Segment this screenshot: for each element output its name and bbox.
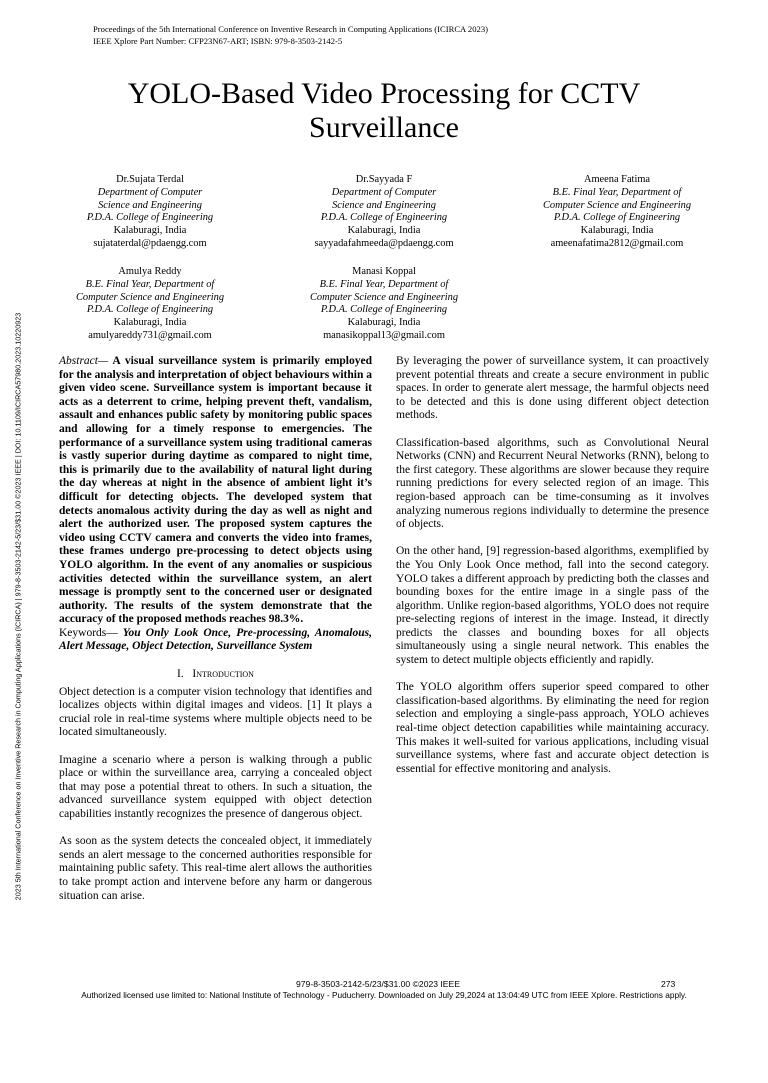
author-affiliation: Science and Engineering bbox=[98, 199, 202, 211]
author-city: Kalaburagi, India bbox=[580, 225, 654, 237]
body-paragraph: On the other hand, [9] regression-based algorithms, exemplified by the You Only Look Once method, fall into the second category. YOLO takes a different approach by predicting both the classes and bounding boxes for the entire image in a single pass of the algorithm. Unlike region-based algorithms, YOLO does not require pre-selecting regions of interest in the image. Instead, it directly predicts the classes and bounding boxes for all objects simultaneously using a single neural network. This enables the system to detect multiple objects efficiently and rapidly. bbox=[396, 545, 709, 667]
author-affiliation: B.E. Final Year, Department of bbox=[552, 186, 682, 198]
right-column bbox=[396, 355, 709, 776]
section-number: I. bbox=[177, 668, 184, 681]
author-email: amulyareddy731@gmail.com bbox=[88, 329, 212, 341]
author-block bbox=[284, 174, 484, 251]
keywords-label: Keywords— bbox=[59, 626, 118, 639]
keywords bbox=[59, 627, 372, 654]
author-affiliation: P.D.A. College of Engineering bbox=[553, 212, 681, 224]
left-column bbox=[59, 355, 372, 903]
author-affiliation: Computer Science and Engineering bbox=[542, 199, 692, 211]
author-email: sujataterdal@pdaengg.com bbox=[93, 237, 207, 249]
author-affiliation: P.D.A. College of Engineering bbox=[320, 212, 448, 224]
author-email: ameenafatima2812@gmail.com bbox=[550, 237, 684, 249]
author-name: Amulya Reddy bbox=[118, 266, 182, 277]
conference-header bbox=[93, 23, 488, 47]
page-number: 273 bbox=[661, 979, 676, 989]
section-heading bbox=[59, 668, 372, 682]
author-city: Kalaburagi, India bbox=[113, 225, 187, 237]
author-affiliation: Department of Computer bbox=[331, 186, 437, 198]
author-affiliation: Department of Computer bbox=[97, 186, 203, 198]
author-name: Manasi Koppal bbox=[352, 266, 416, 277]
author-email: manasikoppal13@gmail.com bbox=[323, 329, 445, 341]
author-email: sayyadafahmeeda@pdaengg.com bbox=[314, 237, 454, 249]
authorized-use-notice: Authorized licensed use limited to: National Institute of Technology - Puducherry. Downloaded on July 29,2024 at 13:04:49 UTC from IEEE Xplore. Restrictions apply. bbox=[81, 990, 687, 1000]
body-paragraph: The YOLO algorithm offers superior speed compared to other classification-based algorithms. By eliminating the need for region selection and employing a single-pass approach, YOLO achieves real-time object detection capabilities while maintaining accuracy. This makes it well-suited for various applications, including visual surveillance systems, where fast and accurate object detection is essential for effective monitoring and analysis. bbox=[396, 681, 709, 775]
author-affiliation: P.D.A. College of Engineering bbox=[86, 212, 214, 224]
footer-copyright: 979-8-3503-2142-5/23/$31.00 ©2023 IEEE bbox=[296, 979, 461, 989]
author-block bbox=[512, 174, 722, 251]
paper-title bbox=[0, 77, 768, 145]
author-city: Kalaburagi, India bbox=[113, 317, 187, 329]
abstract-text: A visual surveillance system is primarily employed for the analysis and interpretation of object behaviours within a given video scene. Surveillance system is important because it acts as a deterrent to crime, helping prevent theft, vandalism, assault and enhances public safety by monitoring public spaces and allowing for a timely response to emergencies. The performance of a surveillance system using traditional cameras is vastly superior during daytime as compared to night time, this is primarily due to the availability of natural light during the day whereas at night in the absence of ambient light it’s difficult for detecting objects. The developed system that detects anomalous activity during the day as well as night and alert the authorized user. The proposed system captures the video using CCTV camera and converts the video into frames, these frames undergo pre-processing to detect objects using YOLO algorithm. In the event of any anomalies or suspicious activities detected within the surveillance system, an alert message is promptly sent to the concerned user or designated authority. The results of the system demonstrate that the accuracy of the proposed methods reaches 98.3%. bbox=[59, 355, 372, 626]
body-paragraph: Object detection is a computer vision technology that identifies and localizes objects within digital images and videos. [1] It plays a crucial role in real-time systems where multiple objects need to be located simultaneously. bbox=[59, 685, 372, 739]
header-line-proceedings: Proceedings of the 5th International Conference on Inventive Research in Computing Applications (ICIRCA 2023) bbox=[93, 24, 488, 34]
author-affiliation: B.E. Final Year, Department of bbox=[85, 278, 215, 290]
title-line-1: YOLO-Based Video Processing for CCTV bbox=[127, 77, 641, 110]
author-block bbox=[50, 266, 250, 343]
body-paragraph: As soon as the system detects the concealed object, it immediately sends an alert message to the concerned authorities responsible for maintaining public safety. This real-time alert allows the authorities to take prompt action and intervene before any harm or dangerous situation can arise. bbox=[59, 835, 372, 902]
title-line-2: Surveillance bbox=[309, 111, 459, 144]
author-block bbox=[284, 266, 484, 343]
author-name: Dr.Sujata Terdal bbox=[116, 174, 184, 185]
abstract-label: Abstract— bbox=[59, 355, 109, 367]
author-name: Ameena Fatima bbox=[583, 174, 651, 185]
body-paragraph: By leveraging the power of surveillance system, it can proactively prevent potential threats and create a secure environment in public spaces. In order to generate alert message, the harmful objects need to be detected and this is done using different object detection methods. bbox=[396, 355, 709, 422]
author-name: Dr.Sayyada F bbox=[355, 174, 413, 185]
body-paragraph: Imagine a scenario where a person is walking through a public place or within the surveillance area, carrying a concealed object that may pose a potential threat to others. In such a situation, the advanced surveillance system equipped with object detection capabilities instantly recognizes the presence of dangerous object. bbox=[59, 753, 372, 820]
doi-sidebar: 2023 5th International Conference on Inventive Research in Computing Applications (ICIRCA) | 979-8-3503-2142-5/23/$31.00 ©2023 IEEE | DOI: 10.1109/ICIRCA57980.2023.10220923 bbox=[13, 312, 23, 901]
author-block bbox=[50, 174, 250, 251]
keywords-text: You Only Look Once, Pre-processing, Anomalous, Alert Message, Object Detection, Surveillance System bbox=[59, 626, 372, 653]
author-affiliation: P.D.A. College of Engineering bbox=[86, 304, 214, 316]
author-affiliation: B.E. Final Year, Department of bbox=[319, 278, 449, 290]
author-city: Kalaburagi, India bbox=[347, 225, 421, 237]
author-affiliation: Computer Science and Engineering bbox=[75, 291, 225, 303]
body-paragraph: Classification-based algorithms, such as Convolutional Neural Networks (CNN) and Recurrent Neural Networks (RNN), belong to the first category. These algorithms are slower because they require running predictions for every selected region of an image. This region-based approach can be time-consuming as it involves analyzing numerous regions individually to determine the presence of objects. bbox=[396, 436, 709, 531]
author-affiliation: Science and Engineering bbox=[332, 199, 436, 211]
author-city: Kalaburagi, India bbox=[347, 317, 421, 329]
section-title: Introduction bbox=[192, 668, 254, 681]
author-affiliation: Computer Science and Engineering bbox=[309, 291, 459, 303]
abstract bbox=[59, 355, 372, 627]
author-affiliation: P.D.A. College of Engineering bbox=[320, 304, 448, 316]
header-line-isbn: IEEE Xplore Part Number: CFP23N67-ART; ISBN: 979-8-3503-2142-5 bbox=[93, 36, 343, 46]
